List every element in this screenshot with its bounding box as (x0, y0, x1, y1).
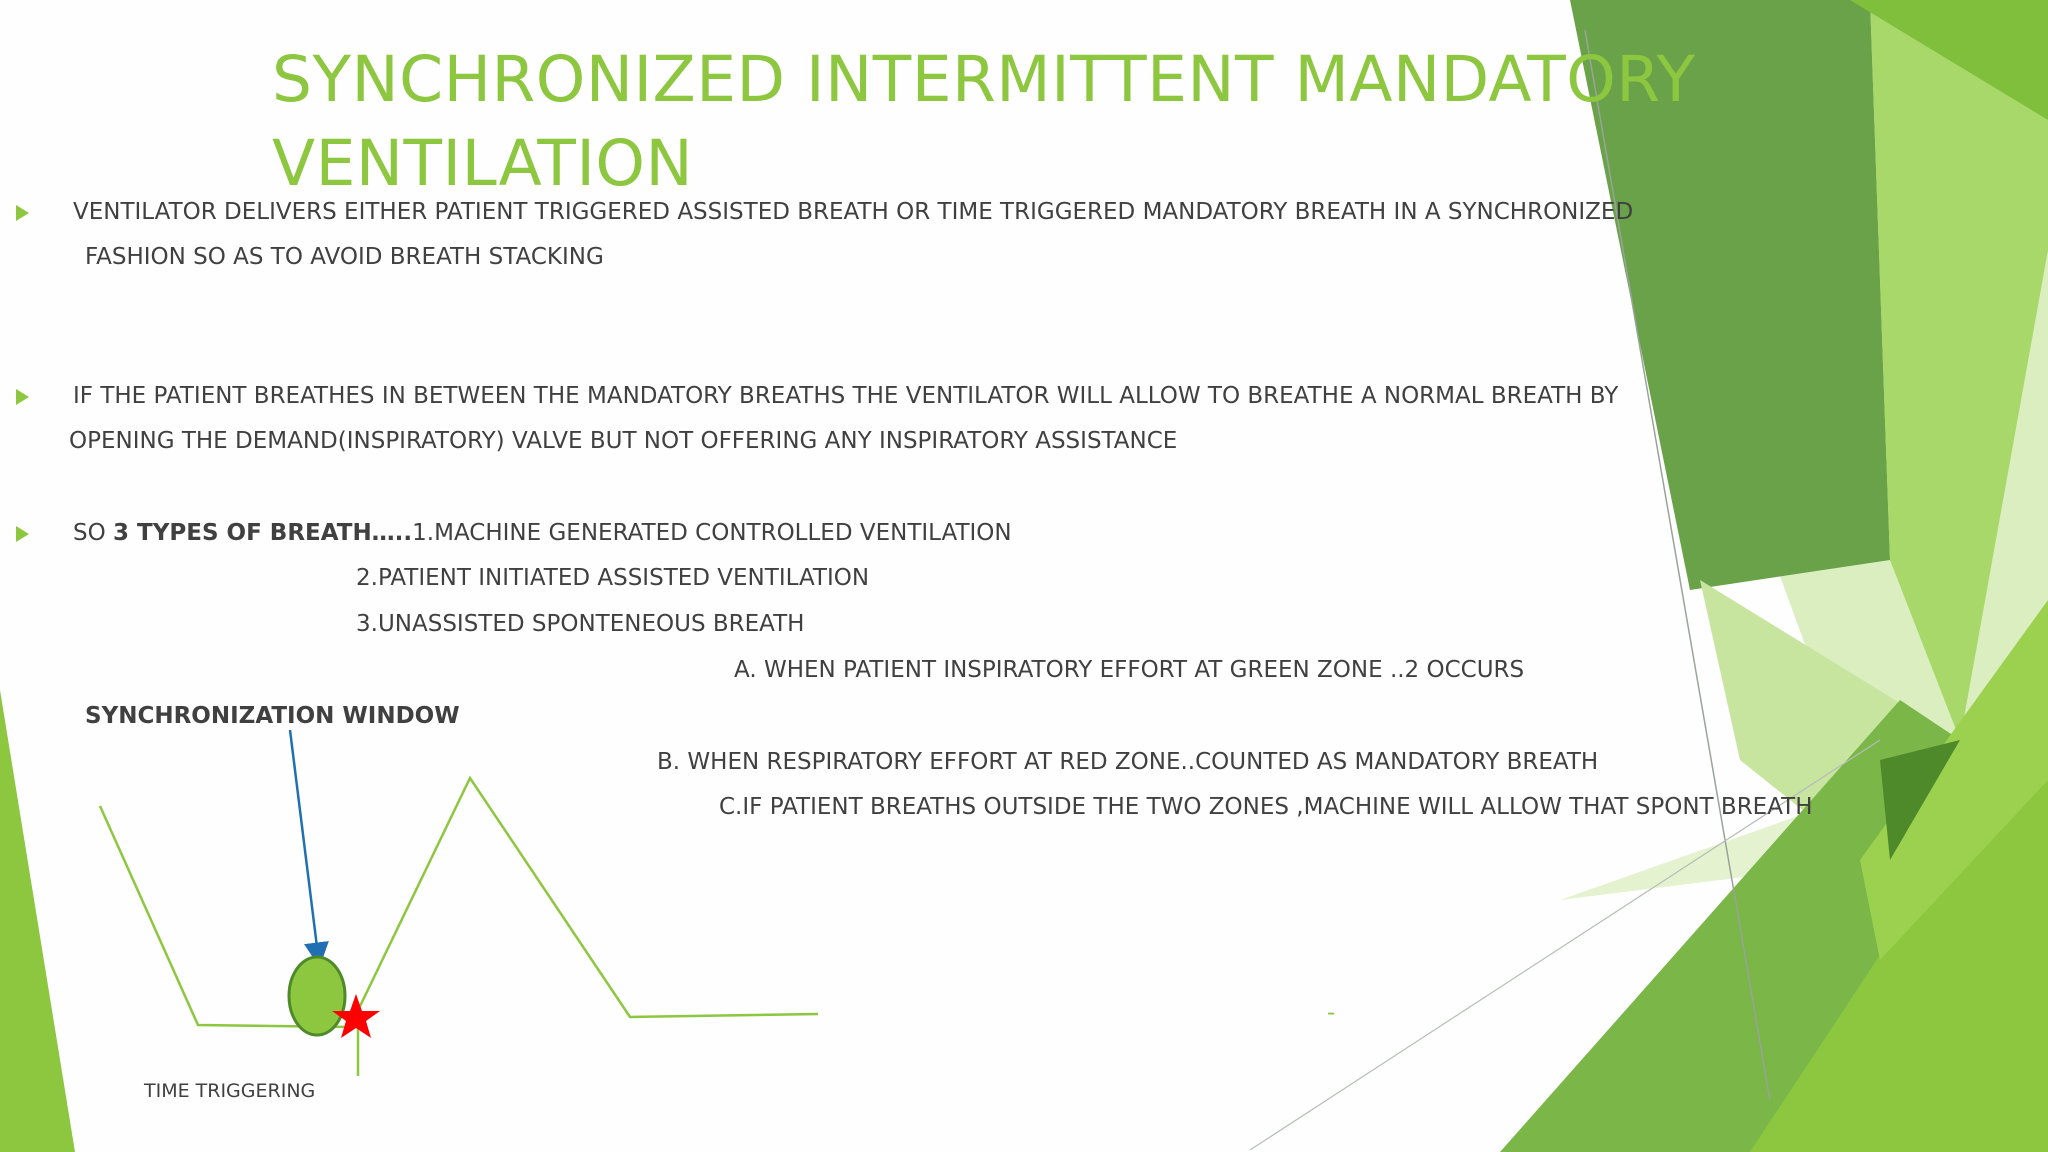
time-triggering-label: TIME TRIGGERING (144, 1080, 316, 1102)
breath-type-2: 2.PATIENT INITIATED ASSISTED VENTILATION (356, 565, 870, 591)
sync-window-label: SYNCHRONIZATION WINDOW (85, 703, 460, 729)
bullet-2-line-2: OPENING THE DEMAND(INSPIRATORY) VALVE BUT NOT OFFERING ANY INSPIRATORY ASSISTANCE (69, 428, 1178, 454)
bullet-1-line-2: FASHION SO AS TO AVOID BREATH STACKING (85, 244, 604, 270)
breath-type-3: 3.UNASSISTED SPONTENEOUS BREATH (356, 611, 805, 637)
sync-window-arrow (290, 730, 318, 955)
note-b: B. WHEN RESPIRATORY EFFORT AT RED ZONE..COUNTED AS MANDATORY BREATH (657, 749, 1599, 775)
title-line-1: SYNCHRONIZED INTERMITTENT MANDATORY (272, 43, 1696, 116)
bullet-2-line-1: IF THE PATIENT BREATHES IN BETWEEN THE MANDATORY BREATHS THE VENTILATOR WILL ALLOW TO BREATHE A NORMAL BREATH BY (73, 383, 1619, 409)
note-a: A. WHEN PATIENT INSPIRATORY EFFORT AT GREEN ZONE ..2 OCCURS (734, 657, 1525, 683)
stray-dash: - (1327, 1000, 1336, 1026)
bullet-3-prefix: SO (73, 520, 114, 546)
bullet-1-line-1: VENTILATOR DELIVERS EITHER PATIENT TRIGGERED ASSISTED BREATH OR TIME TRIGGERED MANDATORY BREATH IN A SYNCHRONIZED (73, 199, 1634, 225)
note-c: C.IF PATIENT BREATHS OUTSIDE THE TWO ZONES ,MACHINE WILL ALLOW THAT SPONT BREATH (719, 794, 1813, 820)
title-line-2: VENTILATION (272, 127, 694, 200)
pressure-waveform (100, 778, 818, 1027)
bullet-3-bold: 3 TYPES OF BREATH….. (113, 520, 413, 546)
bullet-3-rest: 1.MACHINE GENERATED CONTROLLED VENTILATION (412, 520, 1012, 546)
green-zone-ellipse (289, 957, 345, 1035)
